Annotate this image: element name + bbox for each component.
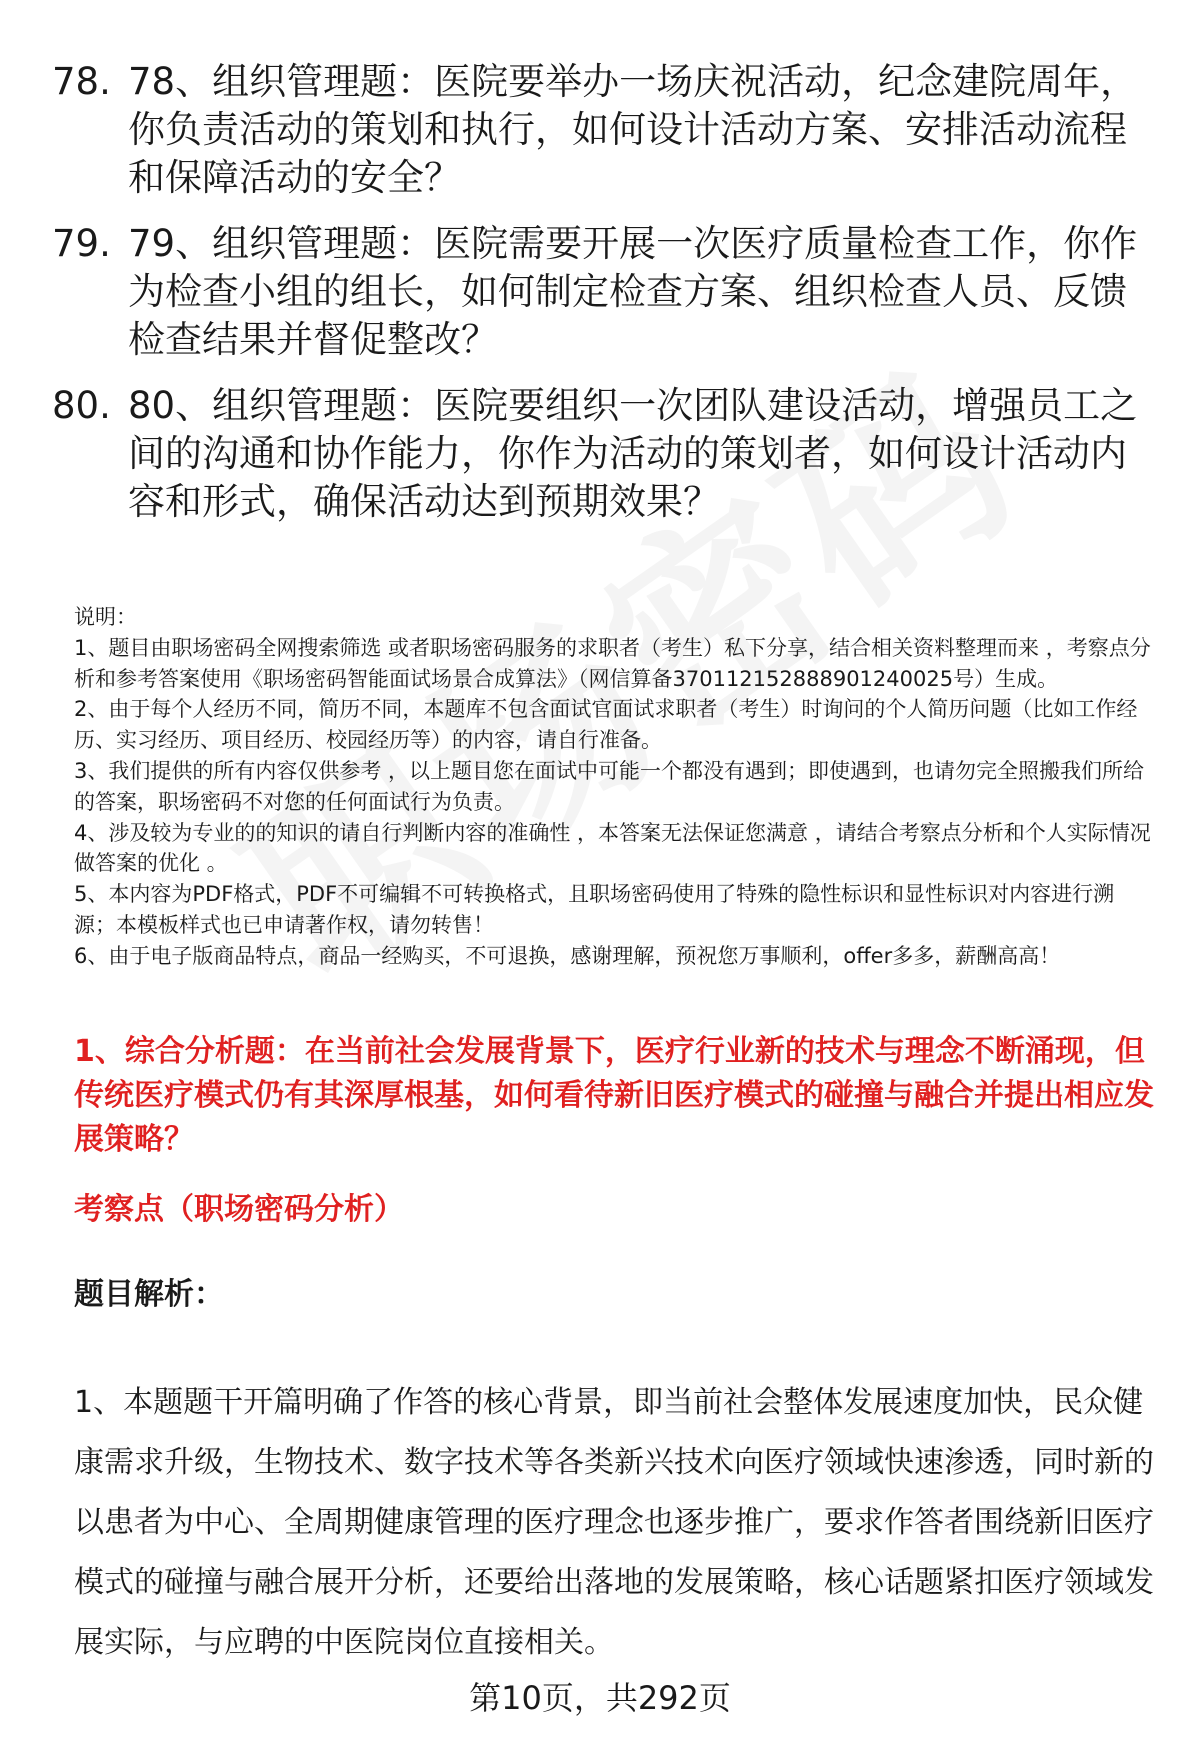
note-item: 4、涉及较为专业的的知识的请自行判断内容的准确性 ，本答案无法保证您满意 ，请结合考察点分析和个人实际情况做答案的优化 。 xyxy=(74,820,1151,876)
analysis-title: 题目解析： xyxy=(74,1277,224,1312)
main-question: 1、综合分析题：在当前社会发展背景下，医疗行业新的技术与理念不断涌现，但传统医疗模式仍有其深厚根基，如何看待新旧医疗模式的碰撞与融合并提出相应发展策略？ xyxy=(74,1034,1154,1157)
question-item-79 xyxy=(0,220,1200,364)
analysis-body: 1、本题题干开篇明确了作答的核心背景，即当前社会整体发展速度加快，民众健康需求升级，生物技术、数字技术等各类新兴技术向医疗领域快速渗透，同时新的以患者为中心、全周期健康管理的医疗理念也逐步推广，要求作答者围绕新旧医疗模式的碰撞与融合展开分析，还要给出落地的发展策略，核心话题紧扣医疗领域发展实际，与应聘的中医院岗位直接相关。 xyxy=(74,1385,1154,1660)
question-text: 80、组织管理题：医院要组织一次团队建设活动，增强员工之间的沟通和协作能力，你作为活动的策划者，如何设计活动内容和形式，确保活动达到预期效果？ xyxy=(128,384,1138,523)
question-number: 79. xyxy=(52,222,111,265)
question-text: 79、组织管理题：医院需要开展一次医疗质量检查工作，你作为检查小组的组长，如何制定检查方案、组织检查人员、反馈检查结果并督促整改？ xyxy=(128,222,1138,361)
note-item: 6、由于电子版商品特点，商品一经购买，不可退换，感谢理解，预祝您万事顺利，offer多多，薪酬高高！ xyxy=(74,943,1061,968)
notes-heading: 说明： xyxy=(74,605,137,629)
exam-point-title: 考察点（职场密码分析） xyxy=(74,1192,404,1227)
notes-section xyxy=(74,602,1154,972)
note-item: 2、由于每个人经历不同，简历不同，本题库不包含面试官面试求职者（考生）时询问的个人简历问题（比如工作经历、实习经历、项目经历、校园经历等）的内容，请自行准备。 xyxy=(74,697,1138,753)
question-text: 78、组织管理题：医院要举办一场庆祝活动，纪念建院周年，你负责活动的策划和执行，如何设计活动方案、安排活动流程和保障活动的安全？ xyxy=(128,60,1138,199)
question-item-78 xyxy=(0,58,1200,202)
question-number: 78. xyxy=(52,60,111,103)
note-item: 3、我们提供的所有内容仅供参考 ，以上题目您在面试中可能一个都没有遇到；即使遇到，也请勿完全照搬我们所给的答案，职场密码不对您的任何面试行为负责。 xyxy=(74,758,1145,814)
question-item-80 xyxy=(0,382,1200,526)
note-item: 5、本内容为PDF格式，PDF不可编辑不可转换格式，且职场密码使用了特殊的隐性标识和显性标识对内容进行溯源；本模板样式也已申请著作权，请勿转售！ xyxy=(74,882,1115,937)
question-number: 80. xyxy=(52,384,111,427)
note-item: 1、题目由职场密码全网搜索筛选 或者职场密码服务的求职者（考生）私下分享，结合相关资料整理而来 ，考察点分析和参考答案使用《职场密码智能面试场景合成算法》（网信算备370112152888901240025号）生成。 xyxy=(74,635,1151,691)
page-footer: 第10页，共292页 xyxy=(469,1679,731,1717)
question-list xyxy=(0,58,1200,544)
